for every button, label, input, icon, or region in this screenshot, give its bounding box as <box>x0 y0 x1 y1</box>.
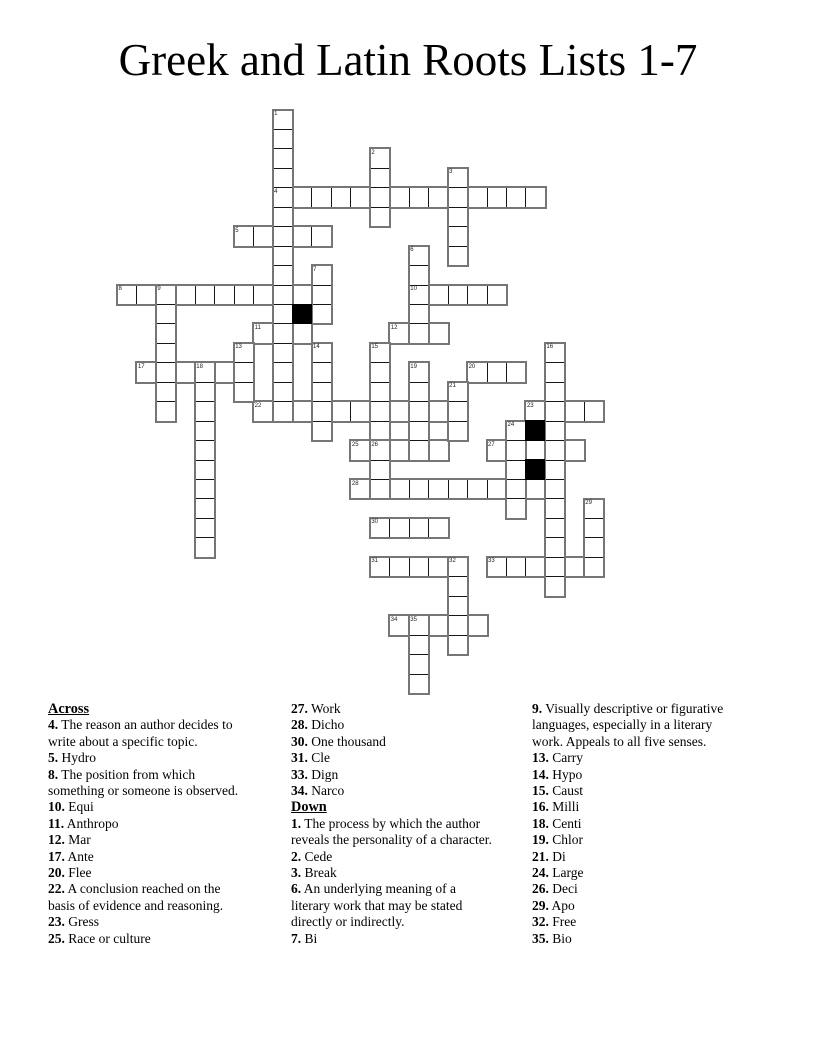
cell-divider <box>311 188 312 206</box>
cell-divider <box>410 635 428 636</box>
cell-number-10: 10 <box>410 286 417 293</box>
cell-number-9: 9 <box>157 286 161 293</box>
cell-divider <box>409 558 410 576</box>
cell-number-12: 12 <box>390 324 398 331</box>
word-9-down <box>155 284 177 423</box>
clue-number: 4. <box>48 717 59 733</box>
word-17-across <box>135 361 235 383</box>
word-20-across <box>466 361 527 383</box>
cell-divider <box>235 362 253 363</box>
word-14-down <box>311 342 333 442</box>
clue-number: 32. <box>532 914 549 930</box>
clue-1-down: 1. The process by which the author reveals the personality of a character. <box>291 815 492 848</box>
cell-number-4: 4 <box>274 188 278 195</box>
cell-divider <box>585 537 603 538</box>
word-2-down <box>369 147 391 228</box>
cell-divider <box>546 382 564 383</box>
cell-divider <box>449 207 467 208</box>
cell-number-28: 28 <box>351 480 359 487</box>
cell-divider <box>274 226 292 227</box>
cell-divider <box>389 558 390 576</box>
clue-number: 30. <box>291 733 308 749</box>
cell-divider <box>546 498 564 499</box>
clue-15-down: 15. Caust <box>532 783 584 799</box>
cell-divider <box>525 558 526 576</box>
cell-divider <box>449 246 467 247</box>
clue-14-down: 14. Hypo <box>532 766 583 782</box>
cell-divider <box>313 362 331 363</box>
cell-number-29: 29 <box>585 500 592 506</box>
cell-number-6: 6 <box>410 247 414 254</box>
cell-divider <box>157 343 175 344</box>
cell-divider <box>546 537 564 538</box>
cell-divider <box>157 362 175 363</box>
word-3-down <box>447 167 469 267</box>
cell-divider <box>371 460 389 461</box>
clue-number: 25. <box>48 930 65 946</box>
clue-25-across: 25. Race or culture <box>48 930 151 946</box>
cell-divider <box>410 323 428 324</box>
cell-divider <box>371 421 389 422</box>
cell-divider <box>448 286 449 304</box>
cell-divider <box>371 401 389 402</box>
cell-divider <box>195 286 196 304</box>
clue-5-across: 5. Hydro <box>48 750 96 766</box>
cell-divider <box>157 323 175 324</box>
cell-divider <box>449 401 467 402</box>
cell-divider <box>410 421 428 422</box>
word-29-down <box>583 498 605 579</box>
cell-number-34: 34 <box>390 616 398 623</box>
clue-number: 7. <box>291 930 302 946</box>
clue-10-across: 10. Equi <box>48 799 94 815</box>
clue-number: 33. <box>291 766 308 782</box>
cell-divider <box>546 401 564 402</box>
cell-number-13: 13 <box>235 344 242 351</box>
cell-divider <box>449 187 467 188</box>
cell-divider <box>313 421 331 422</box>
cell-divider <box>449 421 467 422</box>
cell-divider <box>507 479 525 480</box>
cell-divider <box>467 480 468 498</box>
cell-number-5: 5 <box>235 227 239 234</box>
cell-number-3: 3 <box>449 169 453 176</box>
clue-number: 8. <box>48 766 59 782</box>
cell-divider <box>506 188 507 206</box>
cell-divider <box>274 323 292 324</box>
cell-divider <box>389 519 390 537</box>
cell-divider <box>274 285 292 286</box>
cell-divider <box>546 460 564 461</box>
cell-number-21: 21 <box>449 383 456 390</box>
cell-divider <box>196 421 214 422</box>
clue-number: 11. <box>48 815 65 831</box>
clue-number: 23. <box>48 914 65 930</box>
cell-divider <box>410 440 428 441</box>
cell-divider <box>371 479 389 480</box>
cell-divider <box>449 635 467 636</box>
cell-divider <box>313 304 331 305</box>
cell-number-7: 7 <box>313 266 317 273</box>
cell-number-17: 17 <box>137 363 145 370</box>
cell-number-16: 16 <box>546 344 554 351</box>
cell-divider <box>487 286 488 304</box>
cell-number-20: 20 <box>468 363 476 370</box>
word-1-down <box>272 109 294 423</box>
cell-divider <box>313 382 331 383</box>
word-18-down <box>194 361 216 559</box>
cell-divider <box>274 362 292 363</box>
cell-divider <box>274 382 292 383</box>
cell-number-24: 24 <box>507 422 515 429</box>
clue-number: 14. <box>532 766 549 782</box>
cell-divider <box>331 188 332 206</box>
clue-26-down: 26. Deci <box>532 881 578 897</box>
cell-divider <box>196 479 214 480</box>
cell-divider <box>274 148 292 149</box>
cell-divider <box>585 518 603 519</box>
clue-column-2 <box>291 701 537 947</box>
clue-number: 34. <box>291 783 308 799</box>
word-30-across <box>369 517 450 539</box>
clue-34-across: 34. Narco <box>291 783 345 799</box>
cell-divider <box>506 558 507 576</box>
word-7-down <box>311 264 333 325</box>
cell-divider <box>196 537 214 538</box>
word-32-down <box>447 556 469 656</box>
clue-number: 29. <box>532 897 549 913</box>
cell-divider <box>449 226 467 227</box>
clue-number: 20. <box>48 865 65 881</box>
clue-28-across: 28. Dicho <box>291 717 345 733</box>
word-13-down <box>233 342 255 403</box>
word-21-down <box>447 381 469 442</box>
clue-number: 5. <box>48 750 59 766</box>
cell-divider <box>214 286 215 304</box>
clue-30-across: 30. One thousand <box>291 733 386 749</box>
cell-divider <box>506 363 507 381</box>
cell-divider <box>546 479 564 480</box>
clue-32-down: 32. Free <box>532 914 577 930</box>
clue-column-3 <box>532 701 778 947</box>
clue-17-across: 17. Ante <box>48 848 94 864</box>
cell-divider <box>546 440 564 441</box>
cell-divider <box>546 518 564 519</box>
cell-number-23: 23 <box>526 402 534 409</box>
clue-20-across: 20. Flee <box>48 865 92 881</box>
cell-number-11: 11 <box>254 324 261 331</box>
cell-divider <box>350 188 351 206</box>
clue-35-down: 35. Bio <box>532 930 572 946</box>
cell-number-22: 22 <box>254 402 262 409</box>
cell-divider <box>409 188 410 206</box>
cell-divider <box>487 363 488 381</box>
cell-divider <box>253 227 254 245</box>
cell-number-8: 8 <box>118 286 122 293</box>
clue-number: 18. <box>532 815 549 831</box>
clue-number: 10. <box>48 799 65 815</box>
cell-divider <box>196 382 214 383</box>
cell-number-25: 25 <box>351 441 359 448</box>
cell-divider <box>371 187 389 188</box>
cell-divider <box>196 498 214 499</box>
cell-divider <box>371 168 389 169</box>
cell-divider <box>274 401 292 402</box>
clue-column-1 <box>48 701 294 947</box>
cell-divider <box>409 519 410 537</box>
clue-number: 27. <box>291 701 308 716</box>
clue-number: 35. <box>532 930 549 946</box>
cell-divider <box>410 304 428 305</box>
cell-divider <box>253 286 254 304</box>
cell-divider <box>585 557 603 558</box>
cell-divider <box>428 519 429 537</box>
black-cell <box>525 420 545 440</box>
cell-number-32: 32 <box>449 558 456 565</box>
cell-divider <box>507 460 525 461</box>
cell-number-27: 27 <box>488 441 495 448</box>
clue-number: 9. <box>532 701 543 716</box>
clue-8-across: 8. The position from which something or someone is observed. <box>48 766 239 799</box>
clue-number: 6. <box>291 881 302 897</box>
cell-divider <box>157 304 175 305</box>
cell-divider <box>350 402 351 420</box>
puzzle-title: Greek and Latin Roots Lists 1-7 <box>118 35 698 85</box>
clue-12-across: 12. Mar <box>48 832 91 848</box>
clue-2-down: 2. Cede <box>291 848 333 864</box>
clue-6-down: 6. An underlying meaning of a literary work that may be stated directly or indirectly. <box>291 881 463 930</box>
clue-7-down: 7. Bi <box>291 930 318 946</box>
cell-number-31: 31 <box>371 558 379 565</box>
clue-29-down: 29. Apo <box>532 897 575 913</box>
cell-divider <box>410 265 428 266</box>
clue-27-across: 27. Work <box>291 701 341 716</box>
cell-divider <box>449 576 467 577</box>
cell-divider <box>428 480 429 498</box>
cell-divider <box>487 188 488 206</box>
cell-divider <box>449 596 467 597</box>
clue-16-down: 16. Milli <box>532 799 580 815</box>
clue-11-across: 11. Anthropo <box>48 815 119 831</box>
word-19-down <box>408 361 430 461</box>
cell-divider <box>196 440 214 441</box>
cell-number-26: 26 <box>371 441 379 448</box>
clue-13-down: 13. Carry <box>532 750 583 766</box>
cell-number-15: 15 <box>371 344 379 351</box>
cell-number-14: 14 <box>313 344 320 351</box>
cell-divider <box>448 480 449 498</box>
cell-divider <box>507 498 525 499</box>
cell-divider <box>546 421 564 422</box>
cell-divider <box>274 129 292 130</box>
cell-divider <box>584 402 585 420</box>
clue-number: 17. <box>48 848 65 864</box>
cell-divider <box>313 285 331 286</box>
cell-divider <box>449 615 467 616</box>
word-16-down <box>544 342 566 598</box>
clue-31-across: 31. Cle <box>291 750 330 766</box>
clue-23-across: 23. Gress <box>48 914 99 930</box>
word-15-down <box>369 342 391 442</box>
word-25-across <box>349 439 449 461</box>
clue-22-across: 22. A conclusion reached on the basis of evidence and reasoning. <box>48 881 224 913</box>
across-header: Across <box>48 701 90 717</box>
clue-number: 28. <box>291 717 308 733</box>
clue-4-across: 4. The reason an author decides to write about a specific topic. <box>48 717 233 749</box>
cell-number-18: 18 <box>196 363 203 370</box>
cell-number-33: 33 <box>488 558 495 565</box>
black-cell <box>292 304 312 324</box>
cell-divider <box>313 401 331 402</box>
cell-divider <box>274 207 292 208</box>
cell-divider <box>525 188 526 206</box>
clue-3-down: 3. Break <box>291 865 337 881</box>
clue-number: 1. <box>291 815 302 831</box>
cell-divider <box>487 480 488 498</box>
cell-divider <box>546 557 564 558</box>
clue-19-down: 19. Chlor <box>532 832 584 848</box>
clue-number: 19. <box>532 832 549 848</box>
word-26-down <box>369 439 391 500</box>
down-header: Down <box>291 799 327 816</box>
cell-divider <box>235 382 253 383</box>
cell-divider <box>546 576 564 577</box>
cell-divider <box>428 558 429 576</box>
cell-divider <box>136 286 137 304</box>
clue-number: 31. <box>291 750 308 766</box>
clue-number: 16. <box>532 799 549 815</box>
cell-divider <box>157 401 175 402</box>
cell-divider <box>311 227 312 245</box>
black-cell <box>525 459 545 479</box>
cell-divider <box>410 401 428 402</box>
cell-divider <box>507 440 525 441</box>
cell-divider <box>274 246 292 247</box>
clue-number: 3. <box>291 865 302 881</box>
cell-divider <box>274 343 292 344</box>
cell-divider <box>196 460 214 461</box>
cell-divider <box>196 518 214 519</box>
cell-divider <box>410 654 428 655</box>
word-35-down <box>408 614 430 695</box>
cell-number-19: 19 <box>410 363 417 370</box>
cell-number-2: 2 <box>371 149 375 156</box>
clue-18-down: 18. Centi <box>532 815 582 831</box>
clue-number: 2. <box>291 848 302 864</box>
clue-number: 15. <box>532 783 549 799</box>
cell-divider <box>371 362 389 363</box>
cell-divider <box>274 265 292 266</box>
clue-number: 21. <box>532 848 549 864</box>
clue-33-across: 33. Dign <box>291 766 339 782</box>
cell-divider <box>428 188 429 206</box>
cell-divider <box>274 168 292 169</box>
cell-number-35: 35 <box>410 616 417 623</box>
clue-number: 13. <box>532 750 549 766</box>
cell-divider <box>274 304 292 305</box>
clue-9-down: 9. Visually descriptive or figurative languages, especially in a literary work. Appeals to all five senses. <box>532 701 724 749</box>
clue-24-down: 24. Large <box>532 865 584 881</box>
clue-number: 22. <box>48 881 65 897</box>
word-6-down <box>408 245 430 345</box>
clue-number: 24. <box>532 865 549 881</box>
cell-number-1: 1 <box>274 111 278 117</box>
cell-divider <box>546 362 564 363</box>
cell-number-30: 30 <box>371 519 379 526</box>
cell-divider <box>371 207 389 208</box>
clue-number: 12. <box>48 832 65 848</box>
word-34-across <box>388 614 488 636</box>
cell-divider <box>410 674 428 675</box>
cell-divider <box>409 480 410 498</box>
cell-divider <box>371 382 389 383</box>
cell-divider <box>467 286 468 304</box>
clue-number: 26. <box>532 881 549 897</box>
cell-divider <box>410 382 428 383</box>
word-4-across <box>272 186 547 208</box>
clue-21-down: 21. Di <box>532 848 566 864</box>
cell-divider <box>196 401 214 402</box>
cell-divider <box>157 382 175 383</box>
cell-divider <box>234 286 235 304</box>
